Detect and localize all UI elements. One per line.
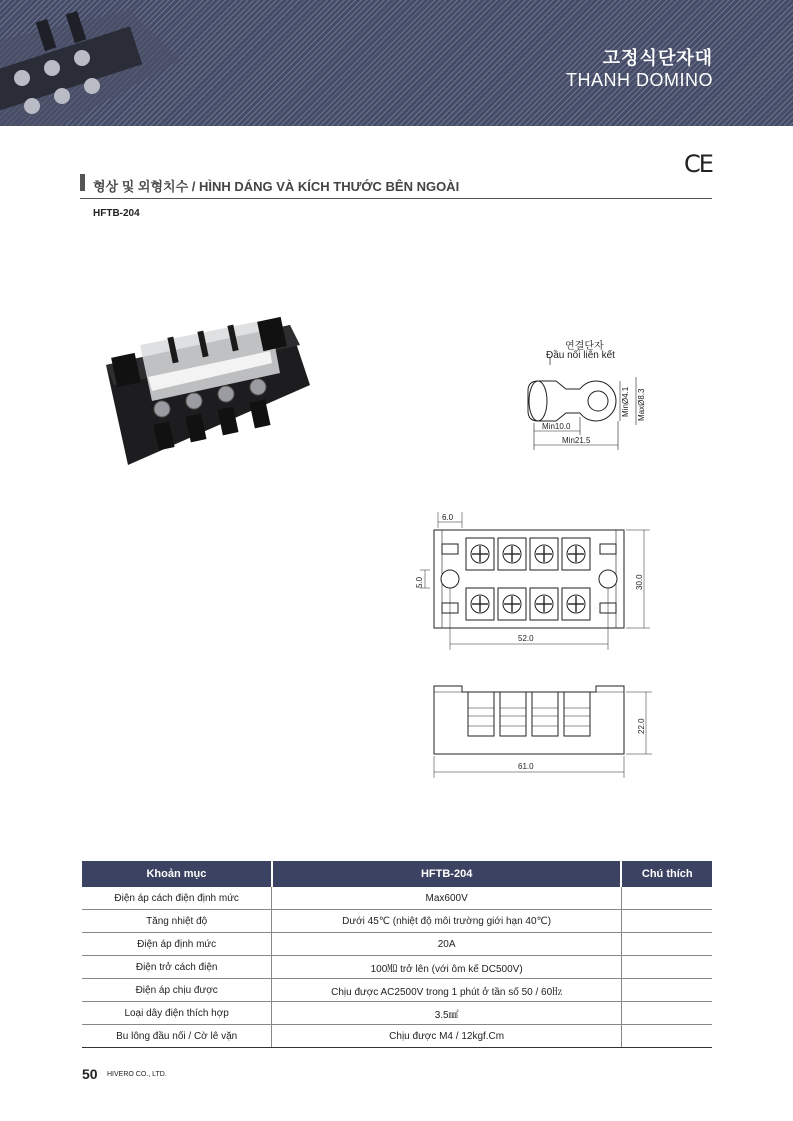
row-item: Điện áp định mức <box>82 933 272 956</box>
section-heading <box>80 172 712 199</box>
row-value: 3.5㎟ <box>272 1002 622 1025</box>
row-value: Chịu được M4 / 12kgf.Cm <box>272 1025 622 1048</box>
row-item: Bu lông đầu nối / Cờ lê vặn <box>82 1025 272 1048</box>
lug-total-length: Min21.5 <box>562 436 591 445</box>
product-photo <box>100 305 320 470</box>
row-note <box>621 910 712 933</box>
row-note <box>621 933 712 956</box>
side-height-dimension: 22.0 <box>637 718 646 734</box>
row-item: Loại dây điện thích hợp <box>82 1002 272 1025</box>
top-view-drawing <box>410 508 670 658</box>
lug-min-length: Min10.0 <box>542 422 571 431</box>
connector-lug-drawing <box>520 335 670 450</box>
header-item: Khoản mục <box>82 861 272 887</box>
table-row <box>82 933 712 956</box>
row-value: Max600V <box>272 887 622 910</box>
row-note <box>621 1002 712 1025</box>
header-model: HFTB-204 <box>272 861 622 887</box>
side-view-drawing <box>410 678 670 788</box>
hole-dimension: 5.0 <box>415 576 424 588</box>
row-value: 100㏁ trở lên (với ôm kế DC500V) <box>272 956 622 979</box>
row-item: Điện áp cách điện định mức <box>82 887 272 910</box>
banner-title-korean: 고정식단자대 <box>602 48 713 68</box>
table-row <box>82 1002 712 1025</box>
table-row <box>82 979 712 1002</box>
table-row <box>82 1025 712 1048</box>
lug-label-korean: 연결단자 <box>565 341 604 352</box>
row-item: Điện áp chịu được <box>82 979 272 1002</box>
row-note <box>621 1025 712 1048</box>
row-value: 20A <box>272 933 622 956</box>
lug-label-vietnamese: Đầu nối liên kết <box>546 350 615 361</box>
pitch-dimension: 6.0 <box>442 513 454 522</box>
row-note <box>621 979 712 1002</box>
lug-hole-diameter: MinØ4.1 <box>621 386 630 417</box>
spec-table <box>82 861 712 1048</box>
heading-bar <box>80 174 85 191</box>
height-dimension: 30.0 <box>635 574 644 590</box>
lug-outer-diameter: MaxØ8.3 <box>637 388 646 421</box>
ce-mark: CE <box>684 150 712 178</box>
model-label: HFTB-204 <box>93 208 140 219</box>
section-title: 형상 및 외형치수 / HÌNH DÁNG VÀ KÍCH THƯỚC BÊN NGOÀI <box>93 179 460 194</box>
header-banner <box>0 0 793 126</box>
table-header-row <box>82 861 712 887</box>
center-distance-dimension: 52.0 <box>518 634 534 643</box>
row-note <box>621 956 712 979</box>
row-note <box>621 887 712 910</box>
row-item: Điện trở cách điện <box>82 956 272 979</box>
terminal-block-banner-photo <box>0 0 180 126</box>
company-name: HIVERO CO., LTD. <box>107 1071 167 1078</box>
banner-title-vietnamese: THANH DOMINO <box>566 70 713 90</box>
row-value: Dưới 45℃ (nhiệt độ môi trường giới hạn 40℃) <box>272 910 622 933</box>
row-value: Chịu được AC2500V trong 1 phút ở tần số 50 / 60㎐ <box>272 979 622 1002</box>
side-length-dimension: 61.0 <box>518 762 534 771</box>
page-number: 50 <box>82 1066 98 1082</box>
row-item: Tăng nhiệt độ <box>82 910 272 933</box>
header-note: Chú thích <box>621 861 712 887</box>
table-row <box>82 956 712 979</box>
table-row <box>82 910 712 933</box>
table-row <box>82 887 712 910</box>
